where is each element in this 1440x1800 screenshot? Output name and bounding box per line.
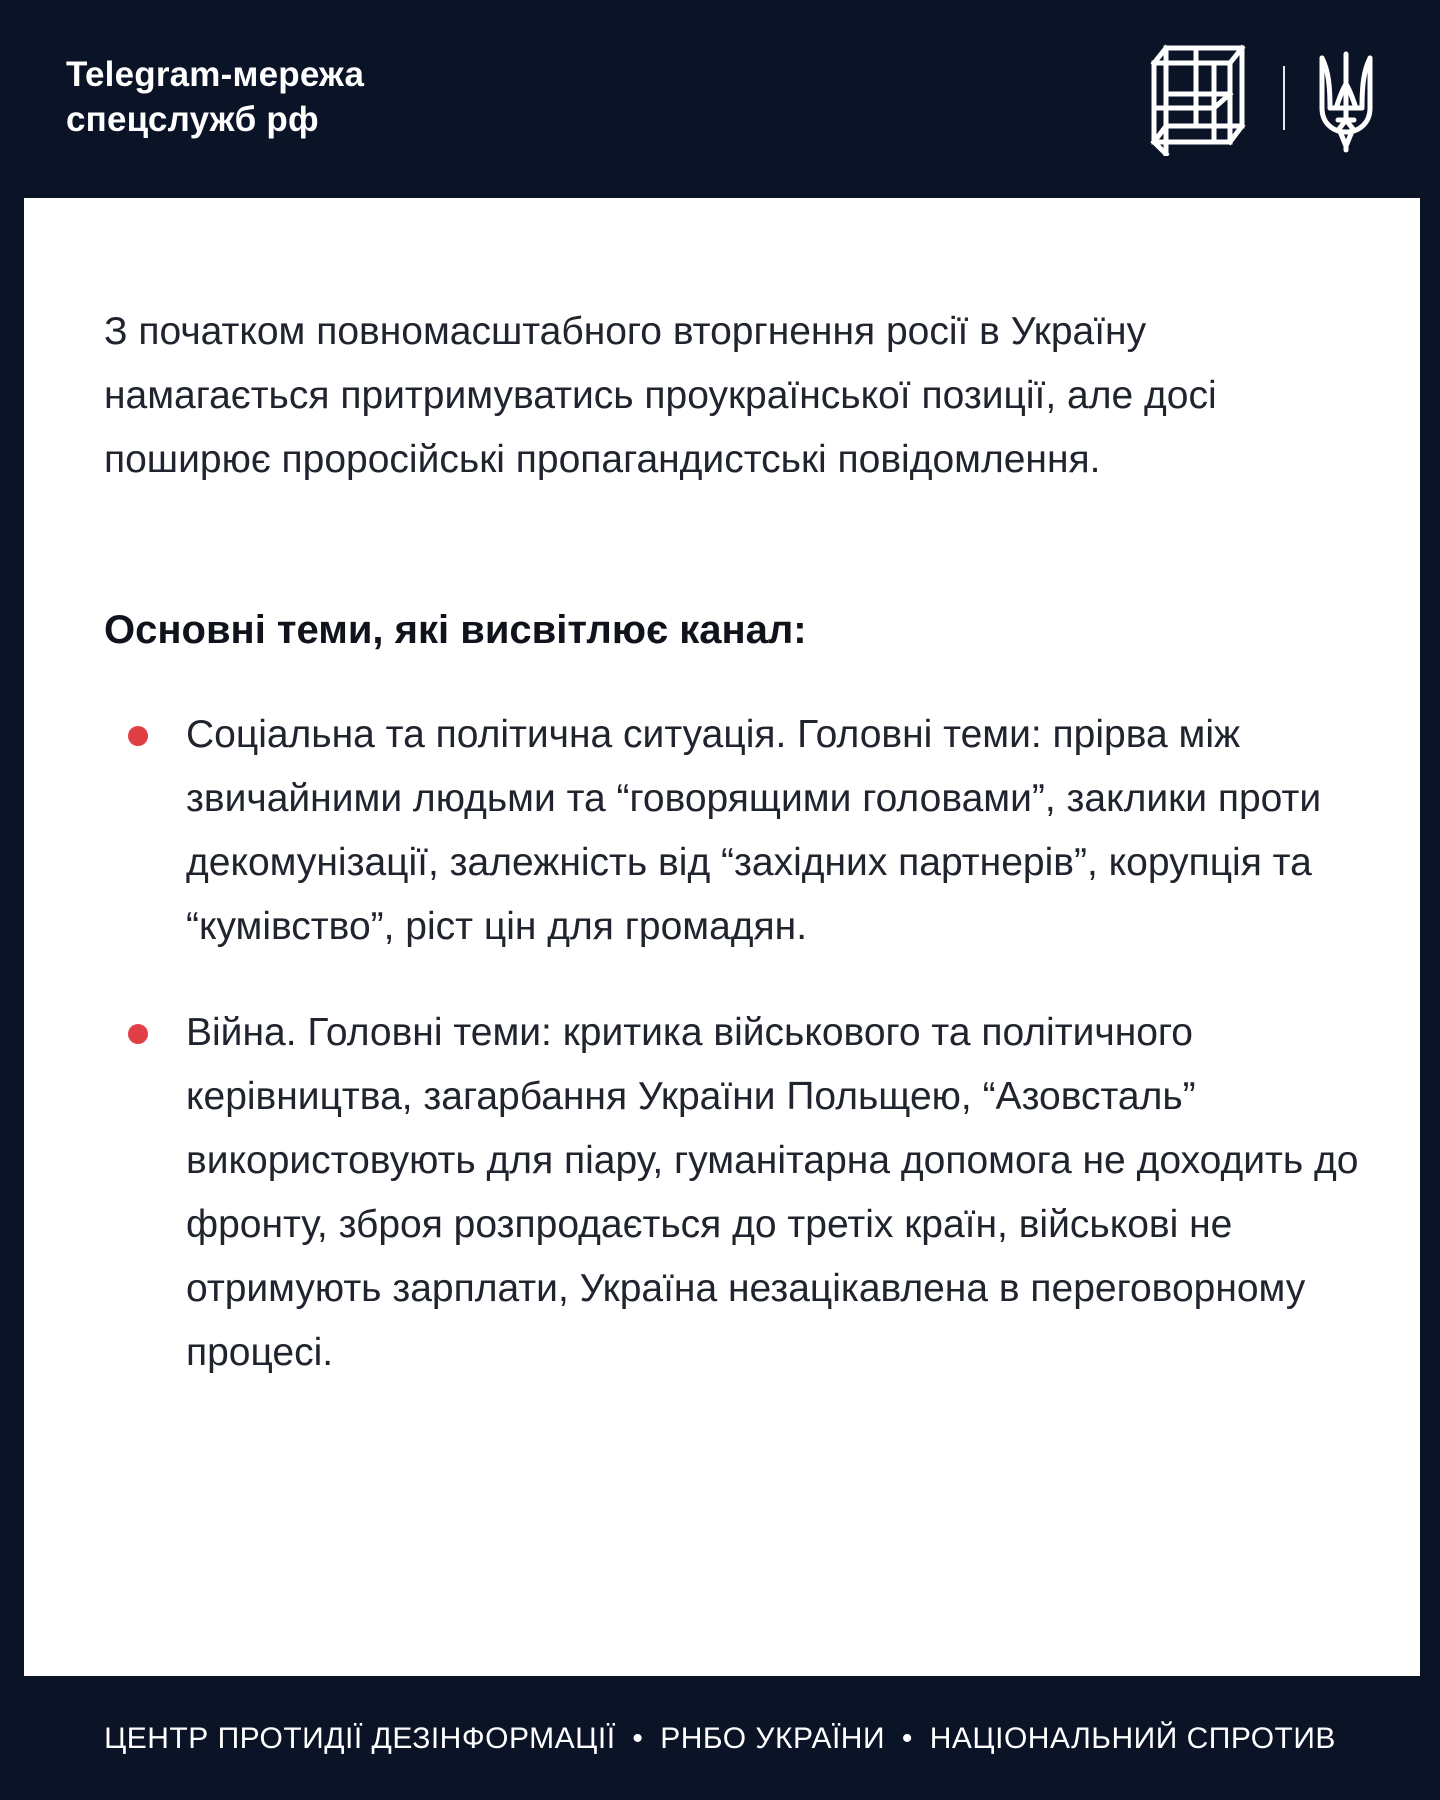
footer-part-3: НАЦІОНАЛЬНИЙ СПРОТИВ [929,1722,1336,1755]
footer-part-2: РНБО УКРАЇНИ [660,1722,886,1755]
list-item-text: Війна. Головні теми: критика військового та політичного керівництва, загарбання України Польщею, “Азовсталь” використовують для піару, гуманітарна допомога не доходить до фронту, зброя розпродається до третіх країн, військові не отримують зарплати, Україна незацікавлена в переговорному процесі. [186,1011,1359,1374]
header-title-line-2: спецслужб рф [66,100,319,139]
trident-icon [1312,50,1380,154]
cube-icon [1146,38,1250,156]
page-header [0,0,1440,198]
list-item [104,703,1364,959]
footer-separator: • [632,1722,644,1755]
header-title-line-1: Telegram-мережа [66,55,365,94]
content-card [24,198,1420,1676]
footer-part-1: ЦЕНТР ПРОТИДІЇ ДЕЗІНФОРМАЦІЇ [104,1722,616,1755]
intro-paragraph: З початком повномасштабного вторгнення росії в Україну намагається притримуватись проукраїнської позиції, але досі поширює проросійські пропагандистські повідомлення. [104,310,1217,481]
footer-text [0,1719,1440,1759]
page-footer [0,1676,1440,1800]
list-item [104,1001,1364,1385]
bullet-dot-icon [128,726,148,746]
footer-separator: • [901,1722,913,1755]
list-item-text: Соціальна та політична ситуація. Головні теми: прірва між звичайними людьми та “говорящими головами”, заклики проти декомунізації, залежність від “західних партнерів”, корупція та “кумівство”, ріст цін для громадян. [186,713,1322,948]
section-heading: Основні теми, які висвітлює канал: [104,608,807,652]
header-title [66,52,364,142]
topic-list [104,703,1364,1385]
bullet-dot-icon [128,1024,148,1044]
logo-divider [1283,66,1285,130]
